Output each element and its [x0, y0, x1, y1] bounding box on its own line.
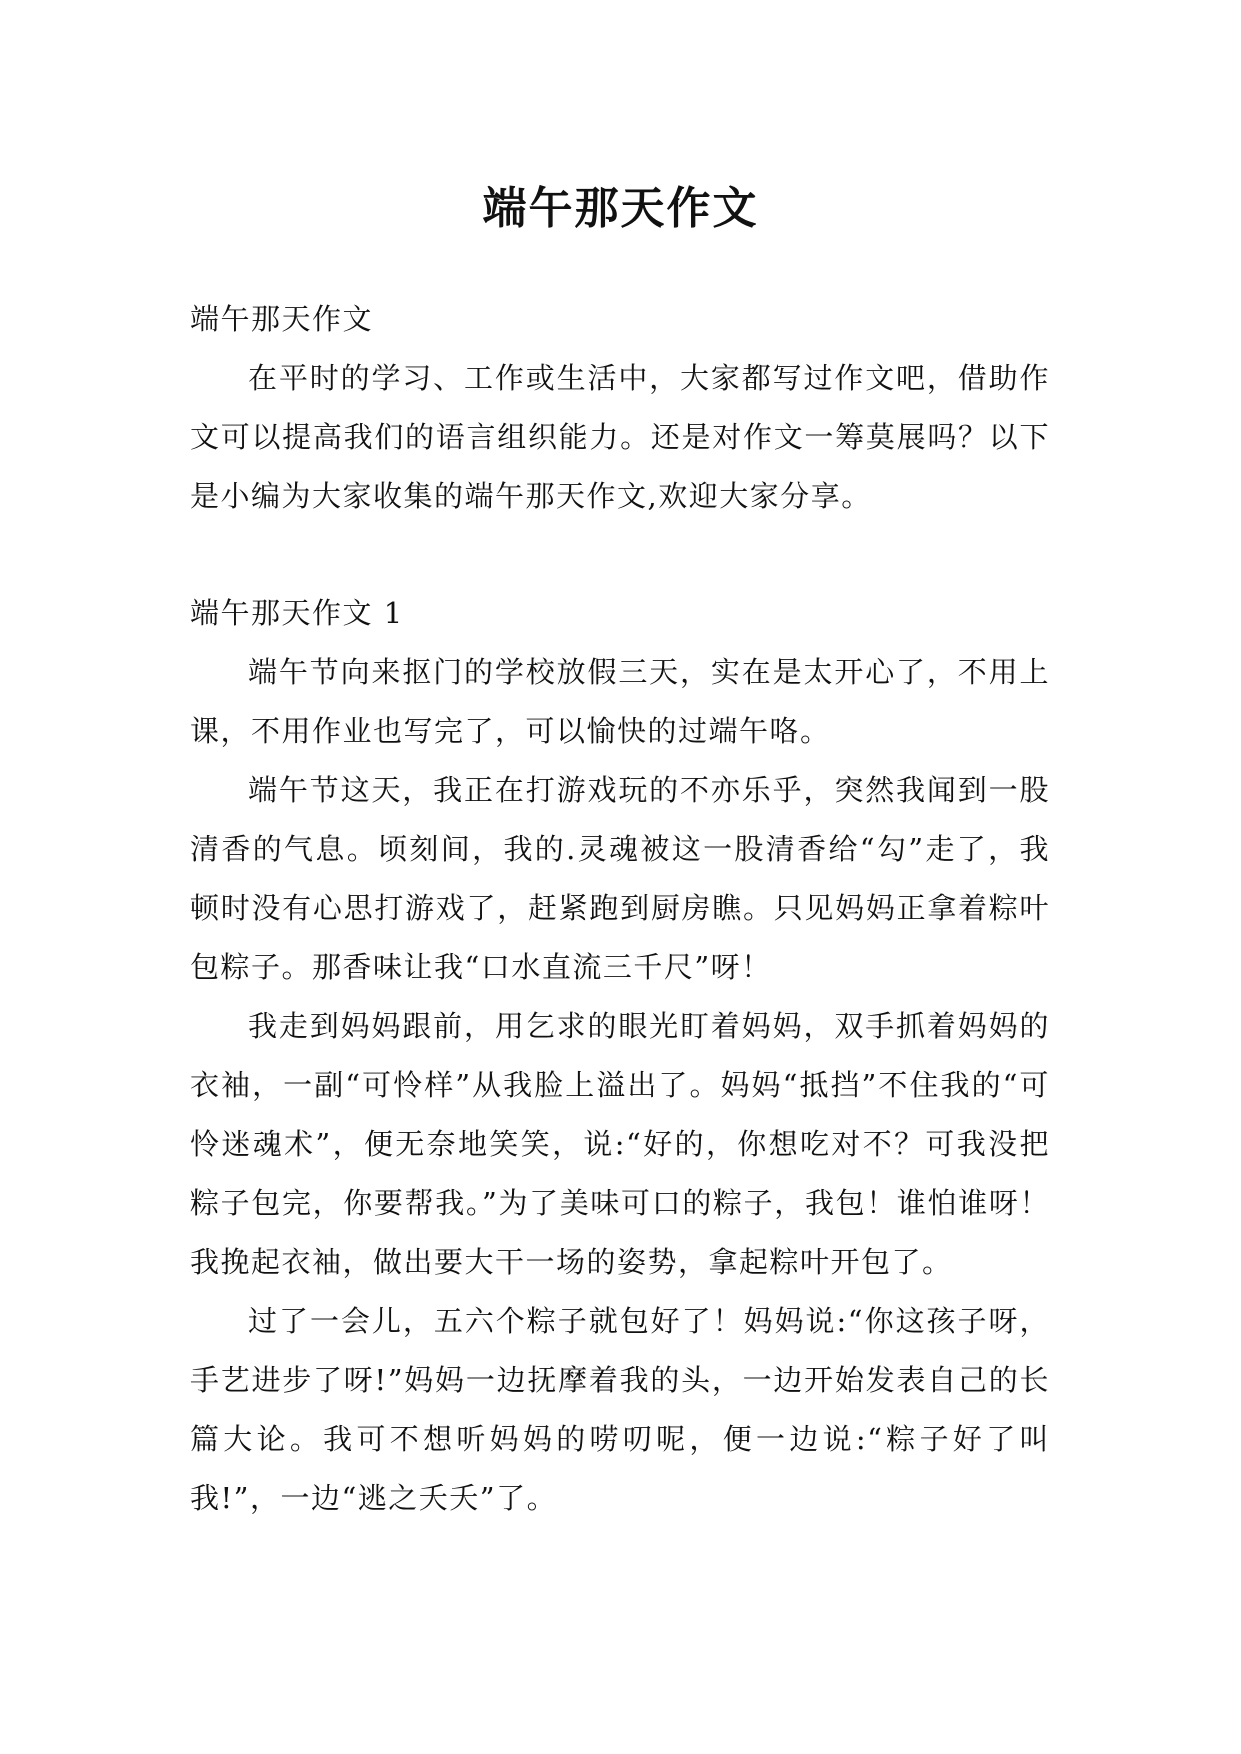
essay1-paragraph-4: 过了一会儿，五六个粽子就包好了！妈妈说:“你这孩子呀，手艺进步了呀!”妈妈一边抚摩着我的头，一边开始发表自己的长篇大论。我可不想听妈妈的唠叨呢，便一边说:“粽子好了叫我!”，一边“逃之夭夭”了。	[190, 1304, 1050, 1515]
essay1-paragraph-1: 端午节向来抠门的学校放假三天，实在是太开心了，不用上课，不用作业也写完了，可以愉快的过端午咯。	[190, 655, 1050, 748]
essay1-paragraph-2: 端午节这天，我正在打游戏玩的不亦乐乎，突然我闻到一股清香的气息。顷刻间，我的.灵魂被这一股清香给“勾”走了，我顿时没有心思打游戏了，赶紧跑到厨房瞧。只见妈妈正拿着粽叶包粽子。那香味让我“口水直流三千尺”呀！	[190, 773, 1050, 984]
intro-paragraph: 在平时的学习、工作或生活中，大家都写过作文吧，借助作文可以提高我们的语言组织能力。还是对作文一筹莫展吗？以下是小编为大家收集的端午那天作文,欢迎大家分享。	[190, 361, 1050, 513]
essay1-heading: 端午那天作文 1	[190, 596, 404, 630]
intro-heading: 端午那天作文	[190, 302, 374, 336]
document-title: 端午那天作文	[482, 183, 759, 235]
essay1-paragraph-3: 我走到妈妈跟前，用乞求的眼光盯着妈妈，双手抓着妈妈的衣袖，一副“可怜样”从我脸上溢出了。妈妈“抵挡”不住我的“可怜迷魂术”，便无奈地笑笑，说:“好的，你想吃对不？可我没把粽子包完，你要帮我。”为了美味可口的粽子，我包！谁怕谁呀！我挽起衣袖，做出要大干一场的姿势，拿起粽叶开包了。	[190, 1009, 1050, 1279]
document-body	[190, 290, 1050, 1528]
